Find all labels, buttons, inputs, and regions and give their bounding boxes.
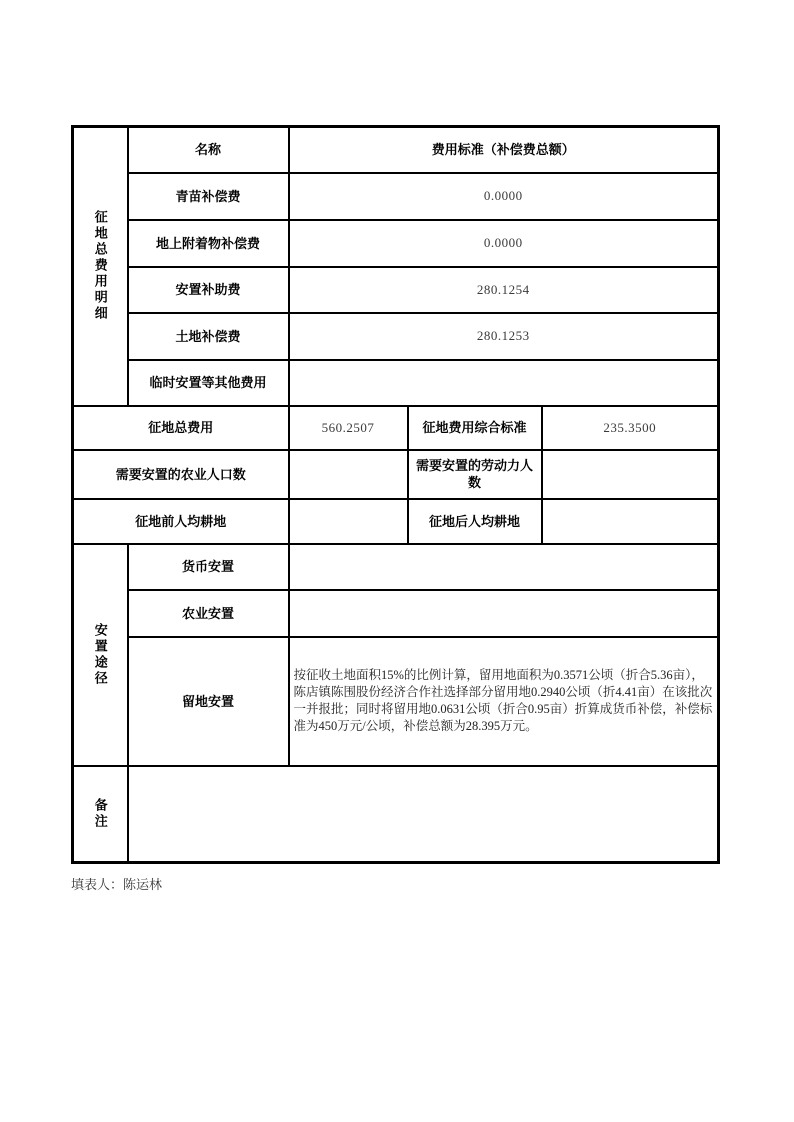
table-row xyxy=(73,406,719,450)
form-filler-label: 填表人： xyxy=(71,877,124,892)
value-agricultural-resettlement xyxy=(289,590,719,637)
table-row xyxy=(73,637,719,766)
value-agricultural-population-to-resettle xyxy=(289,450,408,499)
detail-section-vertical-label-cell xyxy=(73,127,128,406)
form-filler-line xyxy=(71,874,162,893)
remark-content xyxy=(128,766,719,863)
table-row xyxy=(73,360,719,406)
resettlement-section-vertical-label: 安置途径 xyxy=(92,622,108,687)
table-row xyxy=(73,590,719,637)
value-ground-attachment-compensation: 0.0000 xyxy=(289,220,719,267)
value-labor-force-to-resettle xyxy=(542,450,719,499)
label-resettlement-subsidy: 安置补助费 xyxy=(128,267,289,313)
label-per-capita-farmland-after: 征地后人均耕地 xyxy=(408,499,542,544)
label-reserved-land-resettlement: 留地安置 xyxy=(128,637,289,766)
label-young-crop-compensation: 青苗补偿费 xyxy=(128,173,289,220)
value-per-capita-farmland-after xyxy=(542,499,719,544)
value-total-acquisition-cost: 560.2507 xyxy=(289,406,408,450)
table-row xyxy=(73,766,719,863)
value-temporary-resettlement-other-fees xyxy=(289,360,719,406)
table-row xyxy=(73,544,719,590)
resettlement-section-vertical-label-cell xyxy=(73,544,128,766)
table-row xyxy=(73,450,719,499)
land-acquisition-cost-form xyxy=(71,125,720,864)
label-labor-force-to-resettle: 需要安置的劳动力人数 xyxy=(408,450,542,499)
label-temporary-resettlement-other-fees: 临时安置等其他费用 xyxy=(128,360,289,406)
header-fee-standard-cell: 费用标准（补偿费总额） xyxy=(289,127,719,173)
value-young-crop-compensation: 0.0000 xyxy=(289,173,719,220)
value-per-capita-farmland-before xyxy=(289,499,408,544)
value-reserved-land-resettlement-description: 按征收土地面积15%的比例计算，留用地面积为0.3571公顷（折合5.36亩），陈店镇陈围股份经济合作社选择部分留用地0.2940公顷（折4.41亩）在该批次一并报批；同时将留用地0.0631公顷（折合0.95亩）折算成货币补偿，补偿标准为450万元/公顷，补偿总额为28.395万元。 xyxy=(289,637,719,766)
table-row xyxy=(73,127,719,173)
header-name-cell: 名称 xyxy=(128,127,289,173)
label-agricultural-population-to-resettle: 需要安置的农业人口数 xyxy=(73,450,289,499)
table-row xyxy=(73,499,719,544)
label-total-acquisition-cost: 征地总费用 xyxy=(73,406,289,450)
value-land-compensation: 280.1253 xyxy=(289,313,719,360)
value-monetary-resettlement xyxy=(289,544,719,590)
form-filler-name: 陈运林 xyxy=(123,877,163,892)
label-monetary-resettlement: 货币安置 xyxy=(128,544,289,590)
table-row xyxy=(73,267,719,313)
remark-vertical-label: 备注 xyxy=(92,797,108,830)
label-ground-attachment-compensation: 地上附着物补偿费 xyxy=(128,220,289,267)
detail-section-vertical-label: 征地总费用明细 xyxy=(92,210,108,323)
table-row xyxy=(73,313,719,360)
value-comprehensive-cost-standard: 235.3500 xyxy=(542,406,719,450)
table-row xyxy=(73,220,719,267)
table-row xyxy=(73,173,719,220)
label-comprehensive-cost-standard: 征地费用综合标准 xyxy=(408,406,542,450)
label-land-compensation: 土地补偿费 xyxy=(128,313,289,360)
value-resettlement-subsidy: 280.1254 xyxy=(289,267,719,313)
label-per-capita-farmland-before: 征地前人均耕地 xyxy=(73,499,289,544)
remark-vertical-label-cell xyxy=(73,766,128,863)
label-agricultural-resettlement: 农业安置 xyxy=(128,590,289,637)
